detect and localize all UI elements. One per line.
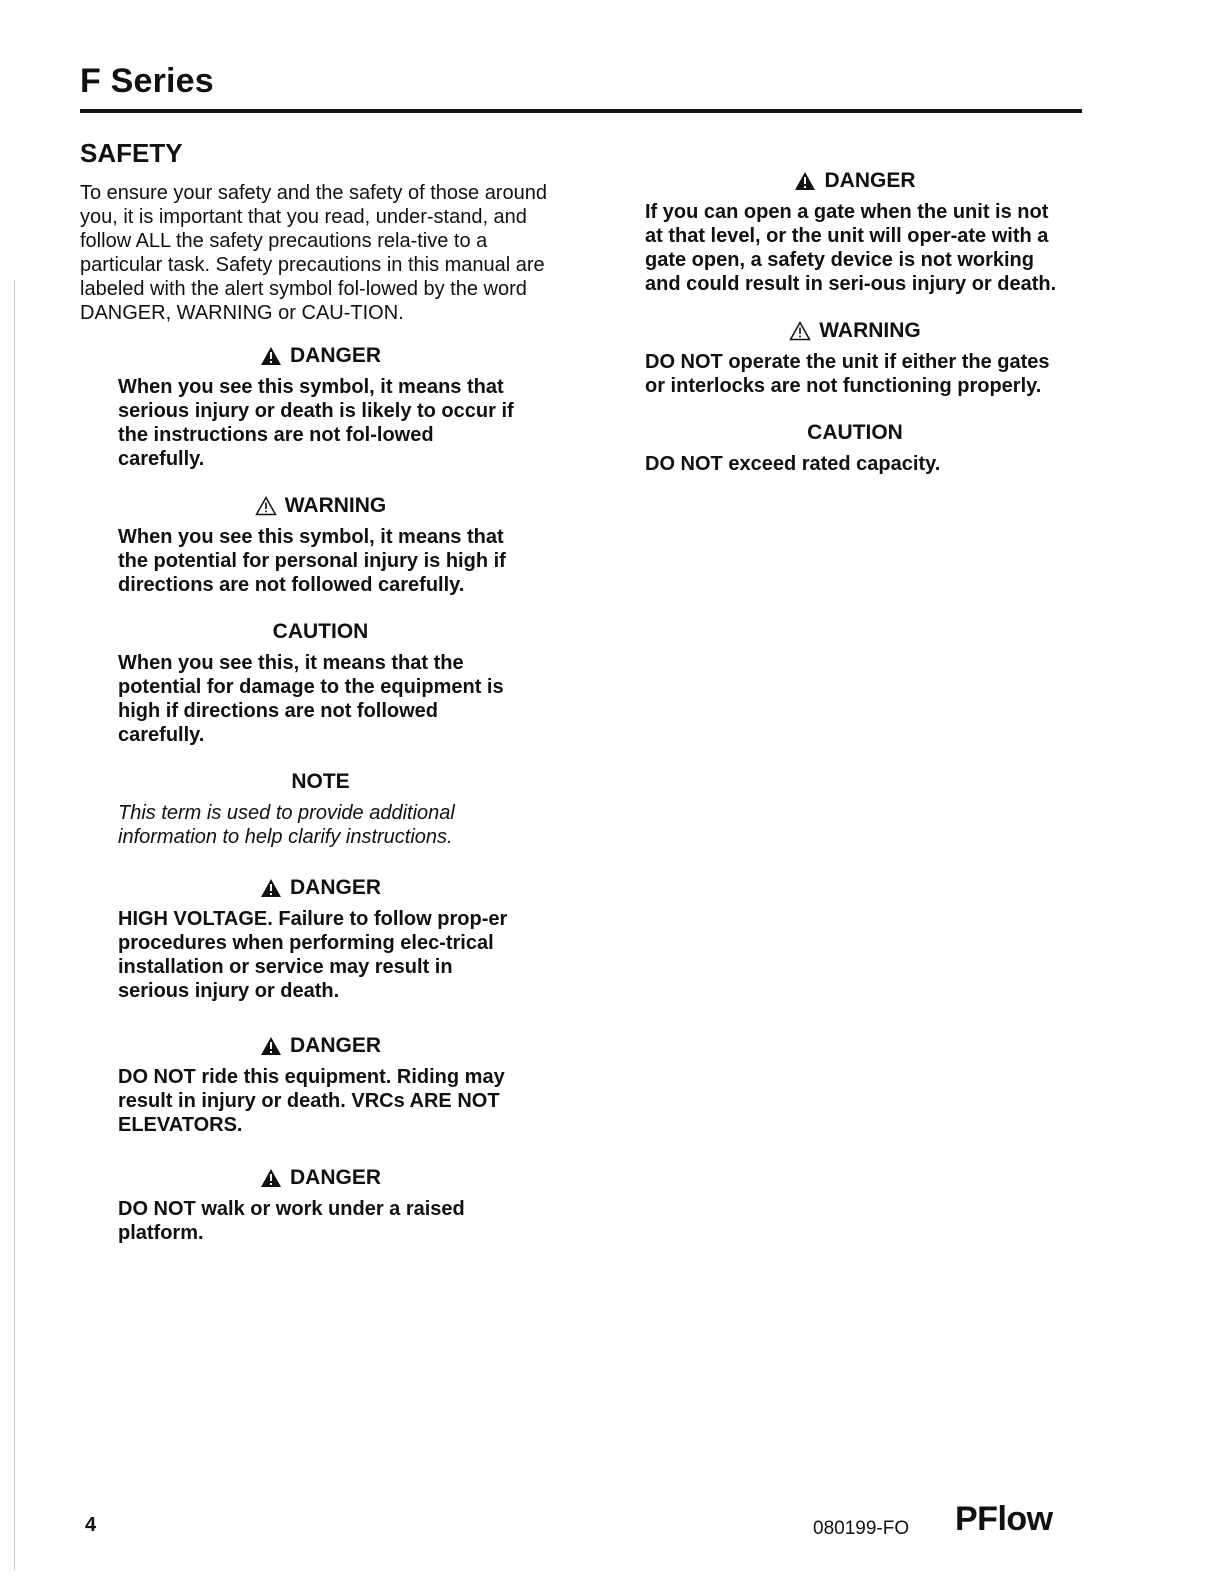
notice-body: HIGH VOLTAGE. Failure to follow prop-er procedures when performing elec-trical installation or service may result in serious injury or death. bbox=[118, 908, 508, 1003]
notice-title: DANGER bbox=[118, 1033, 523, 1059]
notice-danger-high-voltage bbox=[80, 875, 523, 1003]
notice-warning-definition bbox=[80, 493, 523, 597]
notice-note-definition bbox=[80, 769, 523, 849]
pflow-logo: PFlow bbox=[955, 1500, 1053, 1538]
notice-title: CAUTION bbox=[807, 421, 903, 444]
intro-paragraph: To ensure your safety and the safety of those around you, it is important that you read, under-stand, and follow ALL the safety precautions rela-tive to a particular task. Safety precautions in this manual are labeled with the alert symbol fol-lowed by the word DANGER, WARNING or CAU-TION. bbox=[80, 182, 547, 325]
notice-title: WARNING bbox=[118, 493, 523, 519]
notice-title: DANGER bbox=[645, 168, 1065, 194]
notice-body: DO NOT exceed rated capacity. bbox=[645, 453, 941, 475]
warning-triangle-icon bbox=[789, 321, 811, 341]
notice-body: When you see this symbol, it means that the potential for personal injury is high if directions are not followed carefully. bbox=[118, 526, 506, 597]
notice-warning-interlocks bbox=[645, 318, 1065, 398]
notice-title: WARNING bbox=[645, 318, 1065, 344]
page-number: 4 bbox=[85, 1514, 97, 1536]
section-heading: SAFETY bbox=[80, 138, 183, 168]
notice-body: DO NOT operate the unit if either the gates or interlocks are not functioning properly. bbox=[645, 351, 1050, 397]
page-title: F Series bbox=[80, 62, 214, 100]
notice-body: If you can open a gate when the unit is not at that level, or the unit will oper-ate with a gate open, a safety device is not working and could result in seri-ous injury or death. bbox=[645, 201, 1057, 295]
notice-title: CAUTION bbox=[272, 620, 369, 644]
notice-body: When you see this, it means that the potential for damage to the equipment is high if directions are not followed carefully. bbox=[118, 652, 504, 747]
notice-body: DO NOT ride this equipment. Riding may result in injury or death. VRCs ARE NOT ELEVATORS. bbox=[118, 1066, 505, 1137]
scan-margin-line bbox=[14, 280, 15, 1570]
danger-alert-icon bbox=[260, 1036, 282, 1056]
notice-title: DANGER bbox=[118, 875, 523, 901]
notice-danger-definition bbox=[80, 343, 523, 471]
notice-title: NOTE bbox=[291, 770, 350, 794]
header-rule bbox=[80, 109, 1082, 113]
danger-alert-icon bbox=[794, 171, 816, 191]
notice-danger-raised-platform bbox=[80, 1165, 523, 1245]
notice-body: When you see this symbol, it means that serious injury or death is likely to occur if the instructions are not fol-lowed carefully. bbox=[118, 376, 514, 471]
notice-body: This term is used to provide additional information to help clarify instructions. bbox=[118, 802, 455, 849]
notice-title: DANGER bbox=[118, 343, 523, 369]
notice-body: DO NOT walk or work under a raised platform. bbox=[118, 1198, 465, 1245]
danger-alert-icon bbox=[260, 1168, 282, 1188]
danger-alert-icon bbox=[260, 878, 282, 898]
document-code: 080199-FO bbox=[813, 1518, 910, 1539]
notice-title: DANGER bbox=[118, 1165, 523, 1191]
notice-caution-definition bbox=[80, 619, 523, 747]
notice-danger-do-not-ride bbox=[80, 1033, 523, 1137]
right-column bbox=[645, 168, 1065, 476]
warning-triangle-icon bbox=[255, 496, 277, 516]
notice-danger-gate-open bbox=[645, 168, 1065, 296]
left-column bbox=[80, 138, 560, 1245]
notice-caution-capacity bbox=[645, 420, 1065, 476]
danger-alert-icon bbox=[260, 346, 282, 366]
